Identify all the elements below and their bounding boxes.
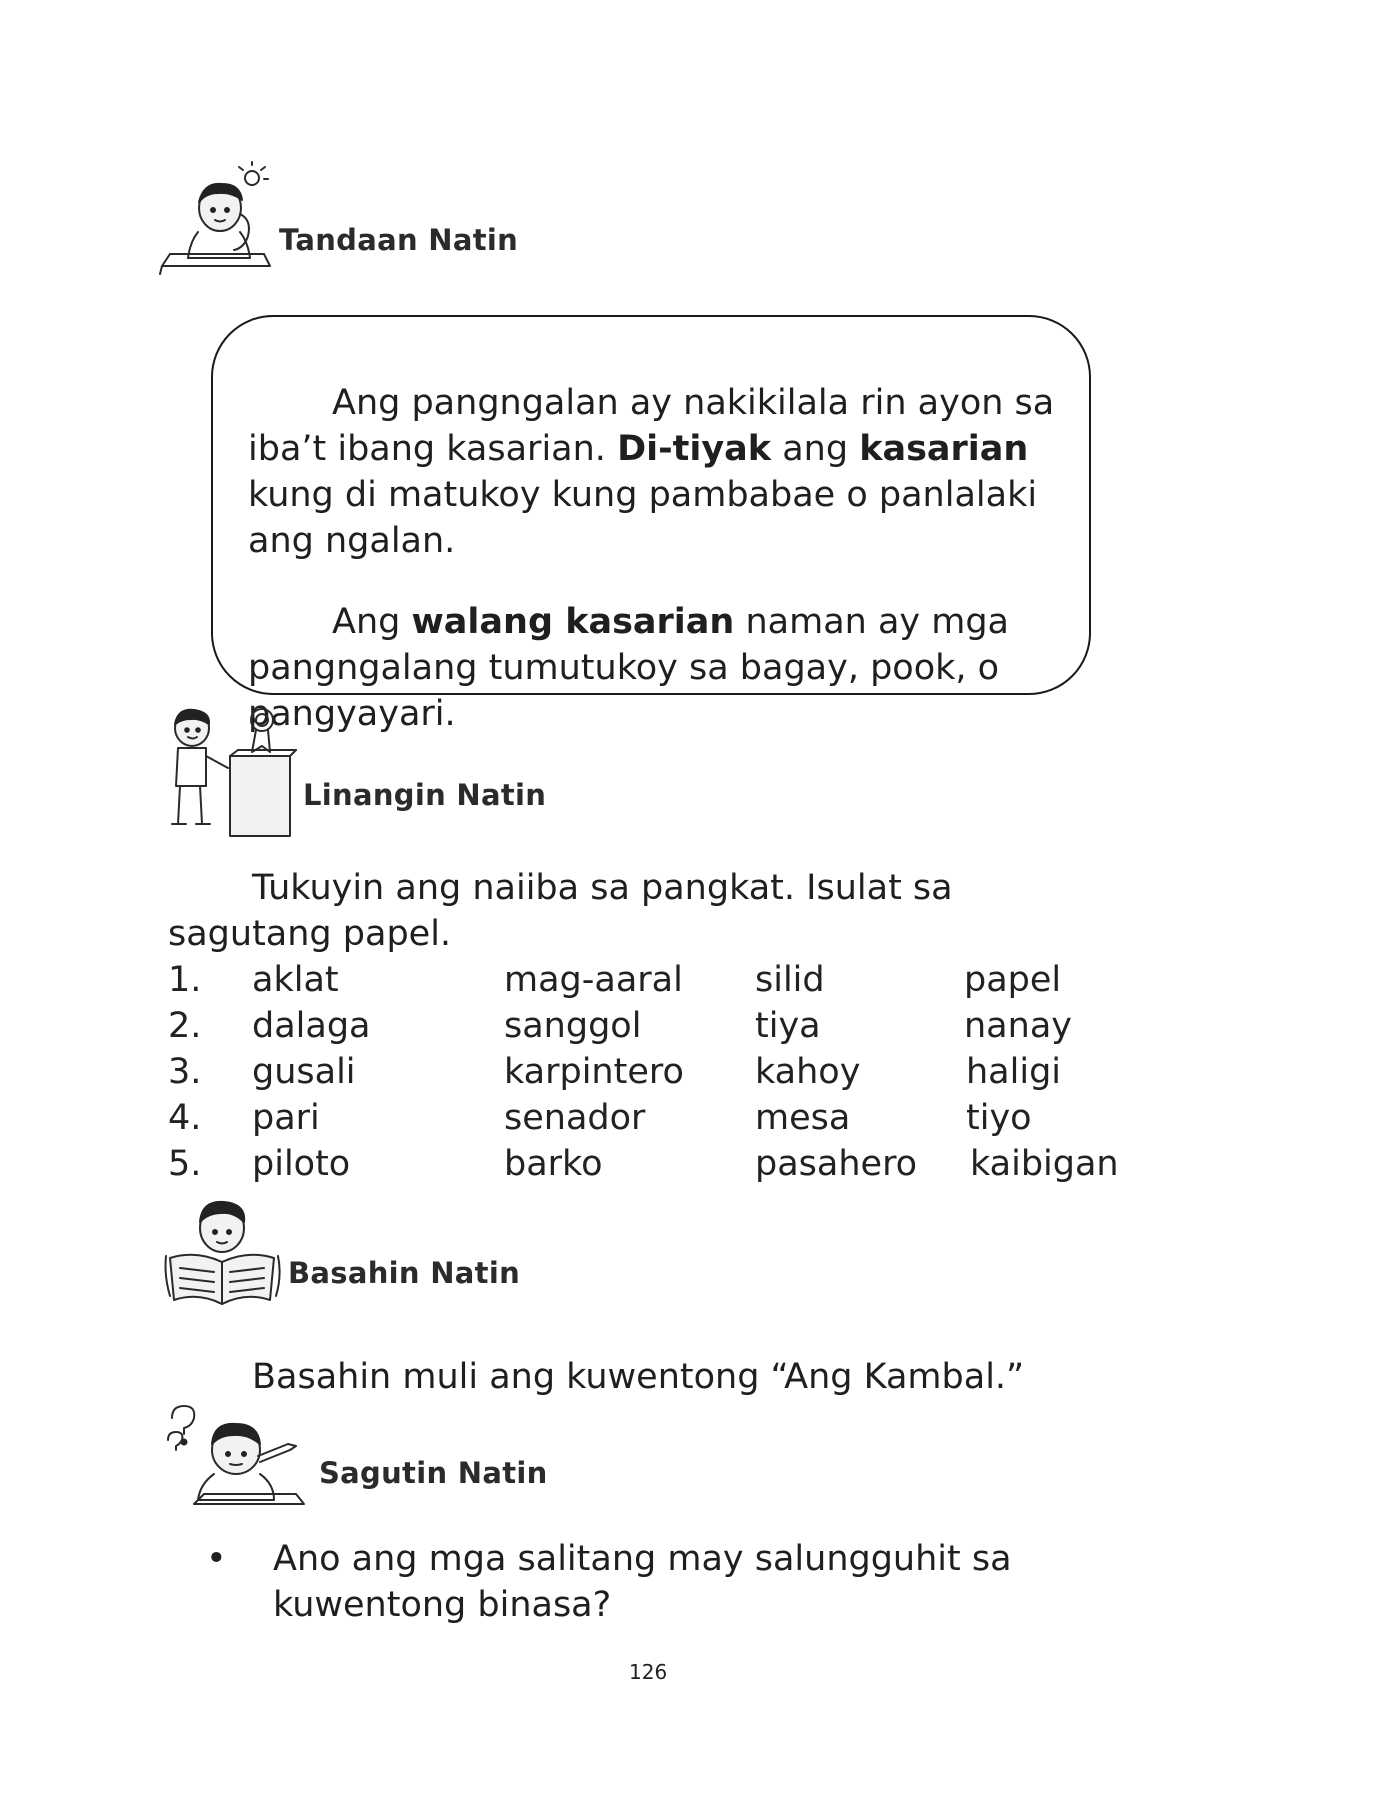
item-word: mag-aaral <box>504 960 683 1000</box>
reading-instruction: Basahin muli ang kuwentong “Ang Kambal.” <box>252 1357 1025 1397</box>
term-walang-kasarian: walang kasarian <box>411 602 735 642</box>
section-title-linangin: Linangin Natin <box>303 778 547 812</box>
term-di-tiyak: Di-tiyak <box>617 429 772 469</box>
note-box-text <box>248 345 1078 772</box>
item-number: 2. <box>168 1006 202 1046</box>
exercise-instruction-line-2: sagutang papel. <box>168 914 452 954</box>
reading-boy-icon <box>164 1196 282 1312</box>
item-word: tiya <box>755 1006 821 1046</box>
note-paragraph-2: Ang walang kasarian naman ay mga pangngalang tumutukoy sa bagay, pook, o pangyayari. <box>248 602 1009 734</box>
item-word: barko <box>504 1144 603 1184</box>
item-number: 1. <box>168 960 202 1000</box>
item-word: papel <box>964 960 1062 1000</box>
item-number: 5. <box>168 1144 202 1184</box>
item-number: 4. <box>168 1098 202 1138</box>
item-word: karpintero <box>504 1052 684 1092</box>
item-word: sanggol <box>504 1006 642 1046</box>
note-paragraph-1: Ang pangngalan ay nakikilala rin ayon sa iba’t ibang kasarian. Di-tiyak ang kasarian kung di matukoy kung pambabae o panlalaki ang ngalan. <box>248 383 1055 561</box>
question-line-2: kuwentong binasa? <box>273 1585 612 1625</box>
item-word: nanay <box>964 1006 1072 1046</box>
item-word: gusali <box>252 1052 356 1092</box>
question-line-1: Ano ang mga salitang may salungguhit sa <box>273 1539 1012 1579</box>
item-word: tiyo <box>966 1098 1032 1138</box>
item-word: dalaga <box>252 1006 371 1046</box>
question-bullet: • <box>206 1539 227 1579</box>
item-word: silid <box>755 960 825 1000</box>
item-word: kaibigan <box>970 1144 1119 1184</box>
item-word: kahoy <box>755 1052 861 1092</box>
page-number: 126 <box>629 1660 668 1684</box>
exercise-instruction-line-1: Tukuyin ang naiiba sa pangkat. Isulat sa <box>252 868 953 908</box>
item-number: 3. <box>168 1052 202 1092</box>
item-word: senador <box>504 1098 646 1138</box>
item-word: aklat <box>252 960 339 1000</box>
question-boy-icon <box>164 1404 314 1514</box>
term-kasarian: kasarian <box>859 429 1029 469</box>
thinking-boy-icon <box>160 162 280 280</box>
item-word: pari <box>252 1098 320 1138</box>
item-word: haligi <box>966 1052 1062 1092</box>
boy-at-podium-icon <box>166 706 296 842</box>
section-title-tandaan: Tandaan Natin <box>279 223 519 257</box>
item-word: mesa <box>755 1098 851 1138</box>
section-title-sagutin: Sagutin Natin <box>319 1456 548 1490</box>
item-word: pasahero <box>755 1144 918 1184</box>
item-word: piloto <box>252 1144 351 1184</box>
section-title-basahin: Basahin Natin <box>288 1256 521 1290</box>
